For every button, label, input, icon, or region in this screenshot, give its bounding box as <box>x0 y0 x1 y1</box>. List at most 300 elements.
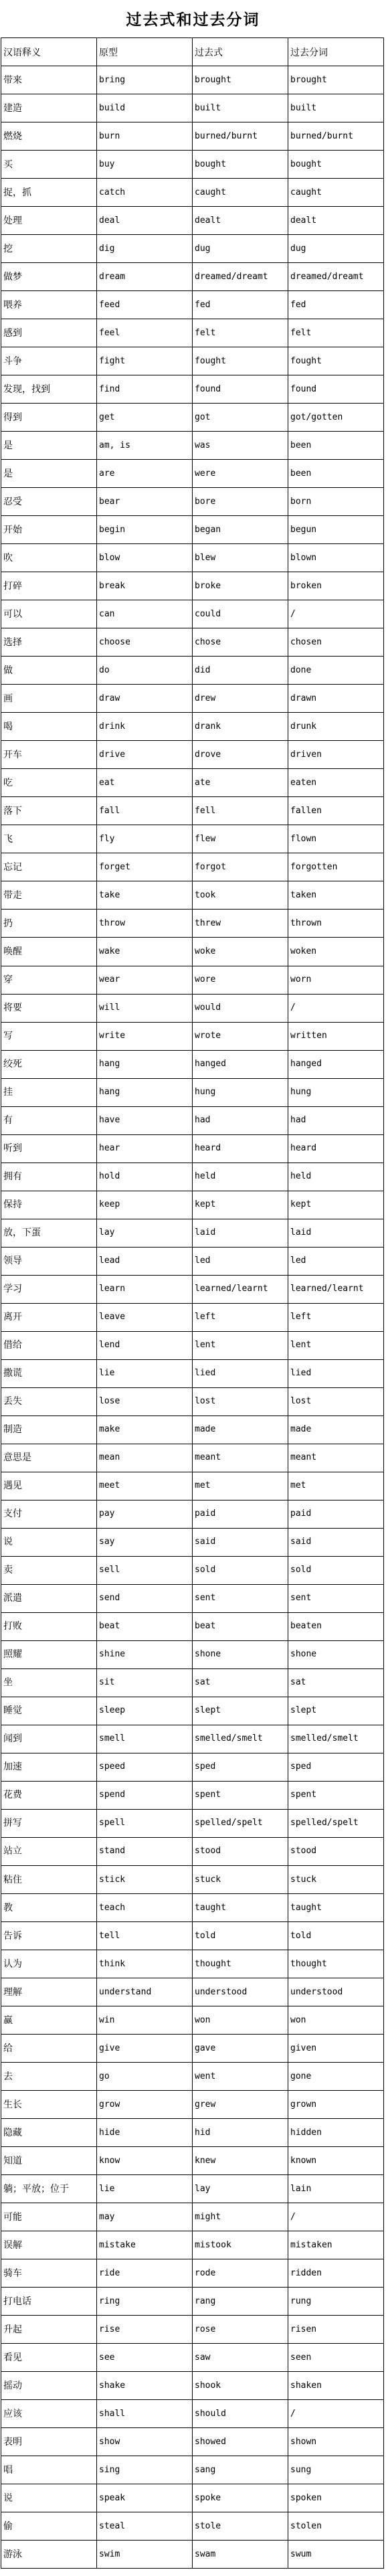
cell-meaning: 离开 <box>1 1303 97 1331</box>
cell-meaning: 拼写 <box>1 1809 97 1837</box>
cell-meaning: 摇动 <box>1 2372 97 2400</box>
cell-meaning: 做 <box>1 657 97 685</box>
cell-base-form: meet <box>97 1472 193 1500</box>
cell-past-tense: saw <box>193 2344 288 2372</box>
table-row <box>1 1022 384 1050</box>
cell-past-tense: sat <box>193 1668 288 1697</box>
cell-base-form: hang <box>97 1050 193 1078</box>
cell-meaning: 放，下蛋 <box>1 1219 97 1247</box>
cell-base-form: give <box>97 2035 193 2063</box>
table-row <box>1 2316 384 2344</box>
table-row <box>1 1500 384 1528</box>
cell-meaning: 带走 <box>1 881 97 910</box>
cell-base-form: bear <box>97 488 193 516</box>
cell-meaning: 是 <box>1 460 97 488</box>
table-row <box>1 2231 384 2259</box>
cell-base-form: leave <box>97 1303 193 1331</box>
table-row <box>1 2147 384 2175</box>
cell-past-tense: found <box>193 375 288 404</box>
cell-past-tense: shone <box>193 1640 288 1668</box>
table-row <box>1 375 384 404</box>
cell-base-form: show <box>97 2428 193 2456</box>
cell-base-form: hear <box>97 1134 193 1163</box>
cell-past-participle: slept <box>288 1697 384 1725</box>
cell-meaning: 认为 <box>1 1950 97 1978</box>
table-row <box>1 2203 384 2231</box>
table-row <box>1 2119 384 2147</box>
cell-meaning: 吃 <box>1 769 97 797</box>
cell-meaning: 理解 <box>1 1978 97 2006</box>
cell-past-tense: burned/burnt <box>193 122 288 151</box>
cell-meaning: 唱 <box>1 2456 97 2484</box>
cell-past-participle: brought <box>288 66 384 94</box>
table-row <box>1 1697 384 1725</box>
table-row <box>1 235 384 263</box>
table-row <box>1 1978 384 2006</box>
table-row <box>1 1163 384 1191</box>
cell-past-participle: hung <box>288 1078 384 1106</box>
cell-meaning: 挖 <box>1 235 97 263</box>
table-row <box>1 1753 384 1781</box>
cell-past-tense: taught <box>193 1894 288 1922</box>
cell-base-form: am, is <box>97 432 193 460</box>
cell-base-form: eat <box>97 769 193 797</box>
cell-base-form: begin <box>97 516 193 544</box>
cell-meaning: 吹 <box>1 544 97 572</box>
table-row <box>1 2428 384 2456</box>
cell-meaning: 站立 <box>1 1837 97 1865</box>
cell-past-tense: fell <box>193 797 288 825</box>
header-past-participle: 过去分词 <box>288 38 384 66</box>
cell-base-form: stick <box>97 1866 193 1894</box>
cell-past-participle: begun <box>288 516 384 544</box>
cell-meaning: 捉，抓 <box>1 179 97 207</box>
table-row <box>1 938 384 966</box>
cell-past-participle: sent <box>288 1584 384 1612</box>
cell-meaning: 得到 <box>1 404 97 432</box>
cell-past-tense: wore <box>193 966 288 994</box>
cell-meaning: 升起 <box>1 2316 97 2344</box>
cell-past-tense: held <box>193 1163 288 1191</box>
table-row <box>1 1191 384 1219</box>
cell-past-tense: spent <box>193 1781 288 1809</box>
cell-past-participle: fought <box>288 347 384 375</box>
cell-past-participle: felt <box>288 319 384 347</box>
cell-past-tense: sent <box>193 1584 288 1612</box>
table-row <box>1 488 384 516</box>
cell-past-tense: chose <box>193 628 288 657</box>
cell-meaning: 借给 <box>1 1331 97 1359</box>
cell-past-participle: chosen <box>288 628 384 657</box>
cell-base-form: make <box>97 1415 193 1444</box>
cell-past-tense: had <box>193 1106 288 1134</box>
table-row <box>1 544 384 572</box>
cell-meaning: 落下 <box>1 797 97 825</box>
cell-past-participle: spent <box>288 1781 384 1809</box>
cell-past-participle: thrown <box>288 910 384 938</box>
cell-past-tense: felt <box>193 319 288 347</box>
cell-base-form: sleep <box>97 1697 193 1725</box>
cell-past-tense: lent <box>193 1331 288 1359</box>
cell-past-tense: made <box>193 1415 288 1444</box>
cell-past-participle: made <box>288 1415 384 1444</box>
cell-past-tense: built <box>193 94 288 122</box>
table-row <box>1 2288 384 2316</box>
cell-past-tense: slept <box>193 1697 288 1725</box>
cell-meaning: 拥有 <box>1 1163 97 1191</box>
cell-past-participle: stood <box>288 1837 384 1865</box>
cell-past-participle: bought <box>288 151 384 179</box>
table-row <box>1 994 384 1022</box>
cell-meaning: 照耀 <box>1 1640 97 1668</box>
cell-past-participle: dug <box>288 235 384 263</box>
cell-past-tense: hung <box>193 1078 288 1106</box>
cell-past-participle: hidden <box>288 2119 384 2147</box>
cell-past-tense: got <box>193 404 288 432</box>
cell-base-form: burn <box>97 122 193 151</box>
cell-past-participle: done <box>288 657 384 685</box>
table-row <box>1 122 384 151</box>
cell-meaning: 打败 <box>1 1612 97 1640</box>
table-row <box>1 1050 384 1078</box>
cell-past-tense: thought <box>193 1950 288 1978</box>
cell-past-participle: gone <box>288 2063 384 2091</box>
cell-past-participle: rung <box>288 2288 384 2316</box>
cell-past-participle: fallen <box>288 797 384 825</box>
table-row <box>1 2456 384 2484</box>
cell-past-participle: been <box>288 432 384 460</box>
cell-past-tense: sold <box>193 1556 288 1584</box>
table-row <box>1 404 384 432</box>
table-row <box>1 1809 384 1837</box>
table-row <box>1 1866 384 1894</box>
cell-base-form: smell <box>97 1725 193 1753</box>
cell-meaning: 忘记 <box>1 853 97 881</box>
cell-meaning: 建造 <box>1 94 97 122</box>
cell-base-form: sit <box>97 1668 193 1697</box>
cell-meaning: 唤醒 <box>1 938 97 966</box>
cell-meaning: 画 <box>1 685 97 713</box>
cell-past-participle: caught <box>288 179 384 207</box>
cell-meaning: 赢 <box>1 2006 97 2035</box>
cell-meaning: 挂 <box>1 1078 97 1106</box>
cell-base-form: teach <box>97 1894 193 1922</box>
table-row <box>1 1275 384 1303</box>
cell-past-participle: grown <box>288 2091 384 2119</box>
cell-past-participle: dealt <box>288 207 384 235</box>
cell-past-tense: sped <box>193 1753 288 1781</box>
cell-past-participle: sat <box>288 1668 384 1697</box>
cell-base-form: hang <box>97 1078 193 1106</box>
cell-past-participle: lost <box>288 1387 384 1415</box>
table-row <box>1 1387 384 1415</box>
cell-past-participle: heard <box>288 1134 384 1163</box>
cell-past-participle: found <box>288 375 384 404</box>
cell-base-form: are <box>97 460 193 488</box>
cell-past-participle: thought <box>288 1950 384 1978</box>
cell-base-form: get <box>97 404 193 432</box>
cell-past-participle: learned/learnt <box>288 1275 384 1303</box>
table-row <box>1 2091 384 2119</box>
cell-past-participle: dreamed/dreamt <box>288 263 384 291</box>
cell-meaning: 打电话 <box>1 2288 97 2316</box>
table-row <box>1 853 384 881</box>
cell-meaning: 穿 <box>1 966 97 994</box>
cell-past-participle: taught <box>288 1894 384 1922</box>
cell-base-form: drink <box>97 713 193 741</box>
cell-meaning: 偷 <box>1 2512 97 2541</box>
cell-meaning: 隐藏 <box>1 2119 97 2147</box>
cell-meaning: 喂养 <box>1 291 97 319</box>
cell-past-tense: lay <box>193 2175 288 2203</box>
cell-base-form: write <box>97 1022 193 1050</box>
cell-past-participle: risen <box>288 2316 384 2344</box>
cell-past-tense: grew <box>193 2091 288 2119</box>
cell-meaning: 意思是 <box>1 1444 97 1472</box>
cell-meaning: 粘住 <box>1 1866 97 1894</box>
cell-past-participle: forgotten <box>288 853 384 881</box>
cell-meaning: 知道 <box>1 2147 97 2175</box>
cell-base-form: fall <box>97 797 193 825</box>
cell-past-tense: learned/learnt <box>193 1275 288 1303</box>
cell-past-participle: taken <box>288 881 384 910</box>
table-row <box>1 572 384 600</box>
cell-past-tense: flew <box>193 825 288 853</box>
cell-meaning: 撒谎 <box>1 1359 97 1387</box>
cell-past-participle: said <box>288 1528 384 1556</box>
cell-base-form: shall <box>97 2400 193 2428</box>
cell-meaning: 丢失 <box>1 1387 97 1415</box>
cell-base-form: steal <box>97 2512 193 2541</box>
header-past-tense: 过去式 <box>193 38 288 66</box>
table-row <box>1 1725 384 1753</box>
cell-base-form: choose <box>97 628 193 657</box>
cell-base-form: hide <box>97 2119 193 2147</box>
table-body <box>1 66 384 2569</box>
table-row <box>1 94 384 122</box>
cell-meaning: 发现，找到 <box>1 375 97 404</box>
cell-past-tense: hanged <box>193 1050 288 1078</box>
cell-meaning: 扔 <box>1 910 97 938</box>
cell-base-form: spell <box>97 1809 193 1837</box>
cell-base-form: go <box>97 2063 193 2091</box>
cell-past-participle: won <box>288 2006 384 2035</box>
cell-past-tense: threw <box>193 910 288 938</box>
cell-past-participle: drawn <box>288 685 384 713</box>
table-row <box>1 1922 384 1950</box>
cell-past-tense: might <box>193 2203 288 2231</box>
cell-meaning: 制造 <box>1 1415 97 1444</box>
cell-past-tense: rode <box>193 2259 288 2288</box>
table-row <box>1 600 384 628</box>
cell-past-participle: written <box>288 1022 384 1050</box>
cell-base-form: lend <box>97 1331 193 1359</box>
cell-meaning: 说 <box>1 1528 97 1556</box>
table-row <box>1 207 384 235</box>
table-row <box>1 2006 384 2035</box>
table-row <box>1 1612 384 1640</box>
cell-past-tense: dealt <box>193 207 288 235</box>
table-row <box>1 1837 384 1865</box>
cell-base-form: have <box>97 1106 193 1134</box>
table-row <box>1 825 384 853</box>
cell-base-form: think <box>97 1950 193 1978</box>
cell-past-tense: beat <box>193 1612 288 1640</box>
cell-past-participle: spelled/spelt <box>288 1809 384 1837</box>
cell-past-participle: told <box>288 1922 384 1950</box>
table-row <box>1 2372 384 2400</box>
table-row <box>1 291 384 319</box>
cell-past-tense: spoke <box>193 2484 288 2512</box>
cell-base-form: bring <box>97 66 193 94</box>
cell-past-tense: hid <box>193 2119 288 2147</box>
cell-base-form: deal <box>97 207 193 235</box>
cell-base-form: swim <box>97 2541 193 2569</box>
cell-base-form: find <box>97 375 193 404</box>
cell-past-tense: bore <box>193 488 288 516</box>
cell-past-tense: were <box>193 460 288 488</box>
cell-past-participle: swum <box>288 2541 384 2569</box>
table-row <box>1 769 384 797</box>
table-row <box>1 460 384 488</box>
cell-base-form: hold <box>97 1163 193 1191</box>
table-row <box>1 910 384 938</box>
cell-past-tense: led <box>193 1247 288 1275</box>
cell-past-tense: did <box>193 657 288 685</box>
cell-base-form: will <box>97 994 193 1022</box>
cell-base-form: dream <box>97 263 193 291</box>
cell-past-participle: lain <box>288 2175 384 2203</box>
cell-meaning: 给 <box>1 2035 97 2063</box>
cell-past-participle: got/gotten <box>288 404 384 432</box>
cell-base-form: draw <box>97 685 193 713</box>
table-row <box>1 881 384 910</box>
table-row <box>1 1247 384 1275</box>
cell-meaning: 加速 <box>1 1753 97 1781</box>
cell-base-form: feed <box>97 291 193 319</box>
cell-past-participle: stuck <box>288 1866 384 1894</box>
cell-past-participle: smelled/smelt <box>288 1725 384 1753</box>
cell-past-participle: led <box>288 1247 384 1275</box>
cell-base-form: know <box>97 2147 193 2175</box>
table-row <box>1 2541 384 2569</box>
table-row <box>1 2063 384 2091</box>
cell-past-participle: shaken <box>288 2372 384 2400</box>
cell-past-participle: meant <box>288 1444 384 1472</box>
cell-meaning: 说 <box>1 2484 97 2512</box>
cell-past-tense: forgot <box>193 853 288 881</box>
table-row <box>1 1668 384 1697</box>
cell-past-tense: caught <box>193 179 288 207</box>
cell-past-participle: hanged <box>288 1050 384 1078</box>
cell-meaning: 派遣 <box>1 1584 97 1612</box>
table-row <box>1 2484 384 2512</box>
table-row <box>1 1528 384 1556</box>
cell-past-tense: should <box>193 2400 288 2428</box>
cell-base-form: stand <box>97 1837 193 1865</box>
table-row <box>1 516 384 544</box>
table-row <box>1 628 384 657</box>
cell-meaning: 躺；平放；位于 <box>1 2175 97 2203</box>
cell-past-tense: shook <box>193 2372 288 2400</box>
cell-base-form: drive <box>97 741 193 769</box>
cell-past-tense: left <box>193 1303 288 1331</box>
table-row <box>1 2400 384 2428</box>
table-row <box>1 1950 384 1978</box>
header-base-form: 原型 <box>97 38 193 66</box>
cell-past-participle: kept <box>288 1191 384 1219</box>
cell-past-tense: rose <box>193 2316 288 2344</box>
cell-past-participle: been <box>288 460 384 488</box>
cell-past-tense: laid <box>193 1219 288 1247</box>
cell-past-tense: met <box>193 1472 288 1500</box>
cell-past-participle: ridden <box>288 2259 384 2288</box>
table-row <box>1 966 384 994</box>
cell-past-tense: could <box>193 600 288 628</box>
cell-past-tense: rang <box>193 2288 288 2316</box>
cell-base-form: rise <box>97 2316 193 2344</box>
cell-past-participle: given <box>288 2035 384 2063</box>
cell-past-tense: said <box>193 1528 288 1556</box>
table-row <box>1 2344 384 2372</box>
cell-past-tense: mistook <box>193 2231 288 2259</box>
cell-past-participle: broken <box>288 572 384 600</box>
cell-meaning: 可以 <box>1 600 97 628</box>
cell-base-form: send <box>97 1584 193 1612</box>
cell-meaning: 飞 <box>1 825 97 853</box>
table-row <box>1 432 384 460</box>
table-row <box>1 319 384 347</box>
cell-past-participle: understood <box>288 1978 384 2006</box>
cell-past-tense: stuck <box>193 1866 288 1894</box>
cell-meaning: 去 <box>1 2063 97 2091</box>
cell-base-form: break <box>97 572 193 600</box>
cell-past-participle: sold <box>288 1556 384 1584</box>
cell-past-tense: dreamed/dreamt <box>193 263 288 291</box>
cell-past-tense: drove <box>193 741 288 769</box>
cell-meaning: 喝 <box>1 713 97 741</box>
cell-meaning: 应该 <box>1 2400 97 2428</box>
cell-base-form: may <box>97 2203 193 2231</box>
table-row <box>1 1219 384 1247</box>
cell-meaning: 做梦 <box>1 263 97 291</box>
cell-past-tense: bought <box>193 151 288 179</box>
cell-past-tense: began <box>193 516 288 544</box>
cell-meaning: 花费 <box>1 1781 97 1809</box>
cell-meaning: 忍受 <box>1 488 97 516</box>
cell-base-form: grow <box>97 2091 193 2119</box>
cell-past-tense: swam <box>193 2541 288 2569</box>
cell-meaning: 带来 <box>1 66 97 94</box>
table-row <box>1 1415 384 1444</box>
cell-past-participle: burned/burnt <box>288 122 384 151</box>
cell-meaning: 告诉 <box>1 1922 97 1950</box>
cell-base-form: lay <box>97 1219 193 1247</box>
cell-meaning: 保持 <box>1 1191 97 1219</box>
cell-past-participle: left <box>288 1303 384 1331</box>
cell-past-participle: driven <box>288 741 384 769</box>
cell-base-form: win <box>97 2006 193 2035</box>
cell-base-form: say <box>97 1528 193 1556</box>
cell-base-form: speak <box>97 2484 193 2512</box>
cell-base-form: beat <box>97 1612 193 1640</box>
cell-base-form: learn <box>97 1275 193 1303</box>
cell-past-tense: gave <box>193 2035 288 2063</box>
cell-base-form: fly <box>97 825 193 853</box>
cell-past-participle: shone <box>288 1640 384 1668</box>
cell-past-tense: drank <box>193 713 288 741</box>
cell-past-participle: seen <box>288 2344 384 2372</box>
